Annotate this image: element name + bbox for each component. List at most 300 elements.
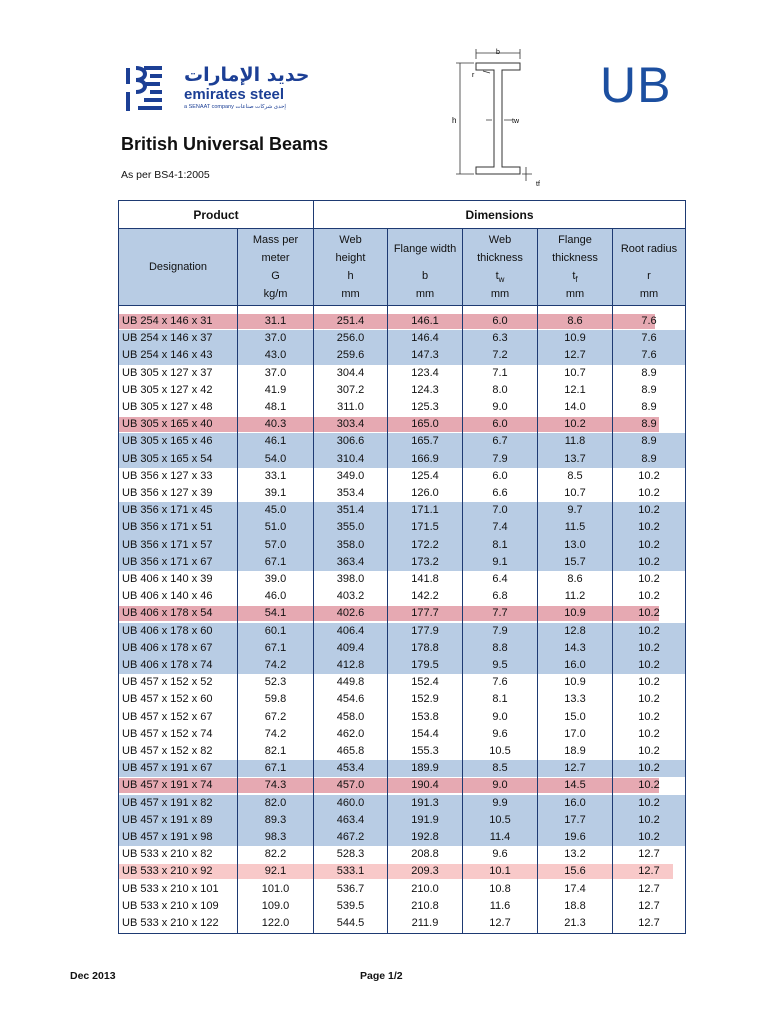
cell-designation: UB 457 x 152 x 52 xyxy=(122,676,213,689)
cell-flange-width: 146.1 xyxy=(411,315,439,327)
cell-root-radius: 10.2 xyxy=(638,693,660,706)
cell-web-thickness: 8.8 xyxy=(492,641,508,654)
cell-web-thickness: 6.0 xyxy=(492,418,508,431)
cell-flange-thickness: 12.7 xyxy=(564,349,586,362)
cell-mass: 43.0 xyxy=(264,349,287,362)
col-header-unit: mm xyxy=(415,288,435,300)
cell-designation: UB 356 x 171 x 57 xyxy=(122,538,213,551)
cell-designation: UB 305 x 127 x 37 xyxy=(122,366,213,379)
cell-flange-width: 165.7 xyxy=(411,435,439,448)
col-header-text: Designation xyxy=(148,261,208,273)
cell-flange-width: 208.8 xyxy=(411,848,439,861)
cell-flange-width: 177.7 xyxy=(411,607,439,620)
cell-mass: 74.2 xyxy=(264,727,287,740)
cell-flange-width: 210.8 xyxy=(411,899,439,912)
cell-flange-thickness: 8.6 xyxy=(567,573,583,585)
cell-web-thickness: 7.1 xyxy=(492,366,508,379)
cell-flange-thickness: 14.0 xyxy=(564,401,586,413)
cell-designation: UB 406 x 140 x 46 xyxy=(122,590,213,603)
cell-web-thickness: 9.0 xyxy=(492,779,508,792)
cell-web-height: 467.2 xyxy=(336,831,365,843)
cell-web-height: 465.8 xyxy=(336,745,365,757)
cell-root-radius: 12.7 xyxy=(638,865,660,878)
cell-mass: 54.1 xyxy=(264,607,287,620)
cell-mass: 41.9 xyxy=(264,383,287,396)
col-header-text: Flange xyxy=(558,234,592,246)
cell-designation: UB 406 x 178 x 67 xyxy=(122,641,213,654)
cell-web-height: 412.8 xyxy=(336,659,365,671)
col-header-text: height xyxy=(335,252,366,264)
diagram-label-r: r xyxy=(472,72,475,79)
cell-web-thickness: 8.1 xyxy=(492,693,508,706)
cell-web-height: 528.3 xyxy=(336,848,365,861)
cell-root-radius: 10.2 xyxy=(638,624,660,637)
cell-root-radius: 10.2 xyxy=(638,676,660,689)
cell-flange-width: 191.3 xyxy=(411,796,439,809)
cell-web-height: 533.1 xyxy=(336,865,365,878)
cell-web-thickness: 9.9 xyxy=(492,796,508,809)
cell-root-radius: 10.2 xyxy=(638,590,660,603)
cell-designation: UB 254 x 146 x 37 xyxy=(122,332,213,345)
cell-flange-thickness: 19.6 xyxy=(564,831,586,843)
cell-flange-thickness: 14.5 xyxy=(564,779,586,792)
cell-web-height: 460.0 xyxy=(336,796,365,809)
cell-designation: UB 533 x 210 x 92 xyxy=(122,865,213,878)
cell-flange-width: 166.9 xyxy=(411,452,439,465)
cell-mass: 109.0 xyxy=(261,899,290,912)
column-divider xyxy=(237,229,238,933)
cell-flange-width: 190.4 xyxy=(411,779,439,792)
cell-designation: UB 356 x 171 x 51 xyxy=(122,521,213,534)
cell-designation: UB 457 x 152 x 74 xyxy=(122,727,213,740)
cell-flange-width: 126.0 xyxy=(411,487,439,499)
cell-flange-width: 171.1 xyxy=(411,504,439,517)
footer-page-number: Page 1/2 xyxy=(360,970,403,982)
cell-designation: UB 457 x 152 x 82 xyxy=(122,745,213,757)
cell-flange-thickness: 17.7 xyxy=(564,813,586,826)
cell-web-height: 310.4 xyxy=(336,452,365,465)
cell-flange-width: 178.8 xyxy=(411,641,439,654)
cell-flange-thickness: 10.7 xyxy=(564,487,586,499)
col-header-designation xyxy=(119,229,237,305)
cell-designation: UB 406 x 178 x 74 xyxy=(122,659,213,671)
cell-mass: 122.0 xyxy=(261,917,290,929)
cell-mass: 54.0 xyxy=(264,452,287,465)
group-header-product: Product xyxy=(193,208,239,222)
cell-flange-width: 124.3 xyxy=(411,383,439,396)
cell-flange-width: 141.8 xyxy=(411,573,439,585)
table-row xyxy=(119,829,685,846)
cell-root-radius: 10.2 xyxy=(638,745,660,757)
table-row xyxy=(119,605,685,622)
col-header-text: Web xyxy=(339,234,362,246)
cell-mass: 59.8 xyxy=(264,693,287,706)
cell-mass: 82.0 xyxy=(264,796,287,809)
cell-web-height: 406.4 xyxy=(336,624,365,637)
col-header-text: Flange width xyxy=(393,243,457,255)
footer-date: Dec 2013 xyxy=(70,970,116,982)
table-row xyxy=(119,502,685,519)
cell-web-thickness: 11.6 xyxy=(489,899,511,912)
col-header-web-height xyxy=(314,229,387,305)
cell-designation: UB 457 x 191 x 82 xyxy=(122,796,213,809)
col-header-unit: mm xyxy=(565,288,585,300)
symbol-t: t xyxy=(572,270,576,282)
cell-web-height: 536.7 xyxy=(336,882,365,895)
diagram-label-tf: tf xyxy=(536,181,540,188)
col-header-flange-width xyxy=(388,229,462,305)
cell-root-radius: 12.7 xyxy=(638,848,660,861)
table-row xyxy=(119,347,685,364)
cell-flange-width: 211.9 xyxy=(411,917,439,929)
cell-flange-thickness: 10.9 xyxy=(564,607,586,620)
table-row xyxy=(119,588,685,605)
cell-root-radius: 10.2 xyxy=(638,641,660,654)
cell-web-thickness: 6.4 xyxy=(492,573,508,585)
cell-flange-thickness: 10.9 xyxy=(564,332,586,345)
table-row xyxy=(119,915,685,932)
cell-mass: 60.1 xyxy=(264,624,287,637)
cell-flange-width: 210.0 xyxy=(411,882,439,895)
cell-designation: UB 533 x 210 x 109 xyxy=(122,899,219,912)
cell-flange-width: 152.4 xyxy=(411,676,439,689)
cell-web-thickness: 8.5 xyxy=(492,762,508,775)
symbol-subscript: w xyxy=(498,275,505,285)
cell-flange-width: 146.4 xyxy=(411,332,439,345)
cell-web-thickness: 9.0 xyxy=(492,710,508,723)
cell-web-thickness: 7.4 xyxy=(492,521,508,534)
table-row xyxy=(119,863,685,880)
cell-mass: 82.2 xyxy=(264,848,287,861)
col-header-text: thickness xyxy=(552,252,598,264)
cell-mass: 31.1 xyxy=(264,315,287,327)
cell-flange-width: 191.9 xyxy=(411,813,439,826)
section-code: UB xyxy=(600,57,672,113)
cell-web-height: 398.0 xyxy=(336,573,365,585)
cell-web-height: 349.0 xyxy=(336,469,365,482)
cell-flange-thickness: 13.0 xyxy=(564,538,586,551)
cell-root-radius: 10.2 xyxy=(638,504,660,517)
cell-mass: 39.1 xyxy=(264,487,287,499)
cell-web-height: 409.4 xyxy=(336,641,365,654)
cell-web-thickness: 7.0 xyxy=(492,504,508,517)
table-row xyxy=(119,709,685,726)
table-row xyxy=(119,623,685,640)
cell-designation: UB 406 x 140 x 39 xyxy=(122,573,213,585)
cell-designation: UB 457 x 191 x 67 xyxy=(122,762,213,775)
cell-flange-thickness: 12.8 xyxy=(564,624,586,637)
cell-web-thickness: 7.2 xyxy=(492,349,508,362)
cell-flange-width: 155.3 xyxy=(411,745,439,757)
cell-web-thickness: 9.6 xyxy=(492,848,508,861)
cell-root-radius: 10.2 xyxy=(638,779,660,792)
cell-flange-width: 172.2 xyxy=(411,538,439,551)
cell-flange-width: 177.9 xyxy=(411,624,439,637)
cell-mass: 89.3 xyxy=(264,813,287,826)
cell-flange-thickness: 15.0 xyxy=(564,710,586,723)
cell-web-height: 539.5 xyxy=(336,899,365,912)
table-row xyxy=(119,881,685,898)
cell-web-height: 363.4 xyxy=(336,555,365,568)
cell-web-height: 457.0 xyxy=(336,779,365,792)
cell-designation: UB 457 x 191 x 74 xyxy=(122,779,213,792)
cell-flange-thickness: 14.3 xyxy=(564,641,586,654)
cell-web-height: 462.0 xyxy=(336,727,365,740)
cell-mass: 82.1 xyxy=(264,745,287,757)
cell-designation: UB 305 x 165 x 46 xyxy=(122,435,213,448)
cell-web-height: 353.4 xyxy=(336,487,365,499)
cell-designation: UB 305 x 127 x 48 xyxy=(122,401,213,413)
cell-web-thickness: 9.5 xyxy=(492,659,508,671)
cell-designation: UB 457 x 191 x 89 xyxy=(122,813,213,826)
col-header-web-thickness xyxy=(463,229,537,305)
table-row xyxy=(119,795,685,812)
cell-flange-thickness: 8.5 xyxy=(567,469,583,482)
table-row xyxy=(119,657,685,674)
cell-root-radius: 10.2 xyxy=(638,762,660,775)
cell-flange-thickness: 16.0 xyxy=(564,659,586,671)
cell-flange-width: 192.8 xyxy=(411,831,439,843)
symbol-t: t xyxy=(495,270,499,282)
cell-web-thickness: 9.6 xyxy=(492,727,508,740)
cell-mass: 37.0 xyxy=(264,332,287,345)
cell-web-thickness: 11.4 xyxy=(489,831,511,843)
table-row xyxy=(119,571,685,588)
beam-dimensions-table xyxy=(118,200,686,934)
page-title: British Universal Beams xyxy=(121,134,329,154)
symbol-subscript: f xyxy=(575,275,578,285)
cell-flange-width: 152.9 xyxy=(411,693,439,706)
cell-web-height: 458.0 xyxy=(336,710,365,723)
cell-web-thickness: 6.6 xyxy=(492,487,508,499)
cell-flange-thickness: 12.1 xyxy=(564,383,586,396)
table-row xyxy=(119,416,685,433)
col-header-text: Mass per xyxy=(252,234,299,246)
cell-mass: 101.0 xyxy=(261,882,290,895)
cell-flange-thickness: 17.4 xyxy=(564,882,586,895)
col-header-symbol: b xyxy=(421,270,429,282)
cell-designation: UB 356 x 171 x 45 xyxy=(122,504,213,517)
cell-web-height: 303.4 xyxy=(336,418,365,431)
table-row xyxy=(119,330,685,347)
cell-root-radius: 7.6 xyxy=(641,332,657,345)
cell-mass: 57.0 xyxy=(264,538,287,551)
cell-root-radius: 10.2 xyxy=(638,521,660,534)
cell-web-height: 259.6 xyxy=(336,349,365,362)
cell-web-thickness: 6.0 xyxy=(492,469,508,482)
table-row xyxy=(119,399,685,416)
cell-root-radius: 10.2 xyxy=(638,469,660,482)
table-row xyxy=(119,485,685,502)
cell-designation: UB 406 x 178 x 60 xyxy=(122,624,213,637)
cell-flange-thickness: 13.3 xyxy=(564,693,586,706)
header-bottom-rule xyxy=(119,305,685,306)
cell-web-thickness: 6.0 xyxy=(492,315,508,327)
cell-root-radius: 12.7 xyxy=(638,917,660,929)
cell-mass: 33.1 xyxy=(264,469,287,482)
cell-flange-thickness: 11.2 xyxy=(564,590,586,603)
cell-flange-thickness: 10.9 xyxy=(564,676,586,689)
cell-web-thickness: 7.9 xyxy=(492,452,508,465)
cell-flange-thickness: 9.7 xyxy=(567,504,583,517)
cell-mass: 67.1 xyxy=(264,641,287,654)
col-header-unit: mm xyxy=(341,288,360,300)
cell-designation: UB 254 x 146 x 43 xyxy=(122,349,213,362)
table-row xyxy=(119,554,685,571)
table-row xyxy=(119,365,685,382)
cell-web-thickness: 8.1 xyxy=(492,538,508,551)
cell-designation: UB 457 x 191 x 98 xyxy=(122,831,213,843)
cell-web-thickness: 10.8 xyxy=(489,882,511,895)
cell-web-height: 449.8 xyxy=(336,676,365,689)
diagram-label-tw: tw xyxy=(512,118,519,125)
cell-flange-thickness: 12.7 xyxy=(564,762,586,775)
cell-designation: UB 305 x 127 x 42 xyxy=(122,383,213,396)
cell-root-radius: 12.7 xyxy=(638,882,660,895)
cell-designation: UB 533 x 210 x 101 xyxy=(122,882,219,895)
col-header-root-radius xyxy=(613,229,685,305)
table-row xyxy=(119,760,685,777)
table-row xyxy=(119,468,685,485)
cell-web-thickness: 7.6 xyxy=(492,676,508,689)
cell-root-radius: 10.2 xyxy=(638,813,660,826)
cell-flange-width: 189.9 xyxy=(411,762,439,775)
column-divider xyxy=(313,201,314,933)
col-header-symbol xyxy=(463,267,537,285)
cell-designation: UB 406 x 178 x 54 xyxy=(122,607,213,620)
cell-web-height: 306.6 xyxy=(336,435,365,448)
cell-flange-thickness: 16.0 xyxy=(564,796,586,809)
cell-flange-thickness: 15.7 xyxy=(564,555,586,568)
cell-flange-width: 173.2 xyxy=(411,555,439,568)
col-header-text: thickness xyxy=(477,252,523,264)
cell-web-height: 304.4 xyxy=(336,366,365,379)
column-divider xyxy=(462,229,463,933)
cell-flange-width: 123.4 xyxy=(411,366,439,379)
table-row xyxy=(119,433,685,450)
table-row xyxy=(119,743,685,760)
cell-mass: 67.1 xyxy=(264,555,287,568)
brand-english: emirates steel xyxy=(184,86,285,103)
cell-flange-width: 125.4 xyxy=(411,469,439,482)
col-header-unit: mm xyxy=(490,288,510,300)
cell-flange-width: 153.8 xyxy=(411,710,439,723)
cell-mass: 98.3 xyxy=(264,831,287,843)
cell-web-height: 402.6 xyxy=(336,607,365,620)
col-header-unit: kg/m xyxy=(263,288,288,300)
cell-flange-width: 179.5 xyxy=(411,659,439,671)
cell-web-thickness: 6.3 xyxy=(492,332,508,345)
brand-arabic: حديد الإمارات xyxy=(184,64,310,86)
cell-mass: 48.1 xyxy=(264,401,287,413)
cell-flange-thickness: 10.7 xyxy=(564,366,586,379)
table-row xyxy=(119,640,685,657)
group-header-dimensions: Dimensions xyxy=(465,208,534,222)
cell-designation: UB 457 x 152 x 67 xyxy=(122,710,213,723)
table-row xyxy=(119,777,685,794)
cell-web-height: 544.5 xyxy=(336,917,365,929)
cell-root-radius: 10.2 xyxy=(638,607,660,620)
cell-flange-thickness: 11.5 xyxy=(564,521,586,534)
cell-flange-thickness: 15.6 xyxy=(564,865,586,878)
cell-web-height: 355.0 xyxy=(336,521,365,534)
cell-web-height: 358.0 xyxy=(336,538,365,551)
cell-flange-width: 171.5 xyxy=(411,521,439,534)
cell-flange-thickness: 18.9 xyxy=(564,745,586,757)
col-header-flange-thickness xyxy=(538,229,612,305)
cell-root-radius: 10.2 xyxy=(638,487,660,499)
cell-web-height: 351.4 xyxy=(336,504,365,517)
cell-designation: UB 356 x 127 x 33 xyxy=(122,469,213,482)
brand-tagline: a SENAAT company إحدى شركات صناعات xyxy=(184,104,286,110)
table-row xyxy=(119,519,685,536)
cell-web-thickness: 6.8 xyxy=(492,590,508,603)
table-row xyxy=(119,313,685,330)
cell-web-height: 403.2 xyxy=(336,590,365,603)
cell-designation: UB 356 x 171 x 67 xyxy=(122,555,213,568)
col-header-unit: mm xyxy=(639,288,659,300)
cell-web-thickness: 9.1 xyxy=(492,555,508,568)
cell-web-thickness: 8.0 xyxy=(492,383,508,396)
cell-root-radius: 10.2 xyxy=(638,796,660,809)
col-header-symbol: r xyxy=(647,270,651,282)
cell-web-thickness: 10.5 xyxy=(489,813,511,826)
cell-root-radius: 10.2 xyxy=(638,659,660,671)
cell-root-radius: 7.6 xyxy=(641,315,657,327)
cell-web-thickness: 7.7 xyxy=(492,607,508,620)
cell-web-thickness: 10.5 xyxy=(489,745,511,757)
cell-web-height: 256.0 xyxy=(336,332,365,345)
cell-mass: 74.2 xyxy=(264,659,287,671)
cell-mass: 74.3 xyxy=(264,779,287,792)
cell-web-height: 307.2 xyxy=(336,383,365,396)
cell-root-radius: 10.2 xyxy=(638,727,660,740)
cell-designation: UB 254 x 146 x 31 xyxy=(122,315,213,327)
cell-mass: 37.0 xyxy=(264,366,287,379)
cell-mass: 52.3 xyxy=(264,676,287,689)
cell-designation: UB 457 x 152 x 60 xyxy=(122,693,213,706)
cell-flange-width: 147.3 xyxy=(411,349,439,362)
cell-mass: 51.0 xyxy=(264,521,287,534)
cell-flange-thickness: 21.3 xyxy=(564,917,586,929)
cell-flange-thickness: 11.8 xyxy=(564,435,586,448)
cell-flange-thickness: 18.8 xyxy=(564,899,586,912)
cell-root-radius: 8.9 xyxy=(641,452,657,465)
cell-root-radius: 10.2 xyxy=(638,573,660,585)
diagram-label-b: b xyxy=(496,49,500,56)
column-divider xyxy=(387,229,388,933)
cell-web-thickness: 9.0 xyxy=(492,401,508,413)
cell-mass: 39.0 xyxy=(264,573,287,585)
col-header-text: Root radius xyxy=(620,243,678,255)
col-header-symbol: h xyxy=(347,270,354,282)
table-row xyxy=(119,846,685,863)
cell-web-height: 453.4 xyxy=(336,762,365,775)
i-beam-section-diagram xyxy=(450,45,560,190)
cell-flange-width: 209.3 xyxy=(411,865,439,878)
cell-flange-thickness: 8.6 xyxy=(567,315,583,327)
cell-designation: UB 305 x 165 x 40 xyxy=(122,418,213,431)
cell-designation: UB 305 x 165 x 54 xyxy=(122,452,213,465)
cell-designation: UB 533 x 210 x 82 xyxy=(122,848,213,861)
table-row xyxy=(119,382,685,399)
cell-root-radius: 8.9 xyxy=(641,383,657,396)
cell-web-height: 311.0 xyxy=(337,401,364,413)
cell-flange-width: 125.3 xyxy=(411,401,439,413)
col-header-symbol: G xyxy=(271,270,280,282)
diagram-label-h: h xyxy=(452,116,457,125)
cell-root-radius: 10.2 xyxy=(638,831,660,843)
